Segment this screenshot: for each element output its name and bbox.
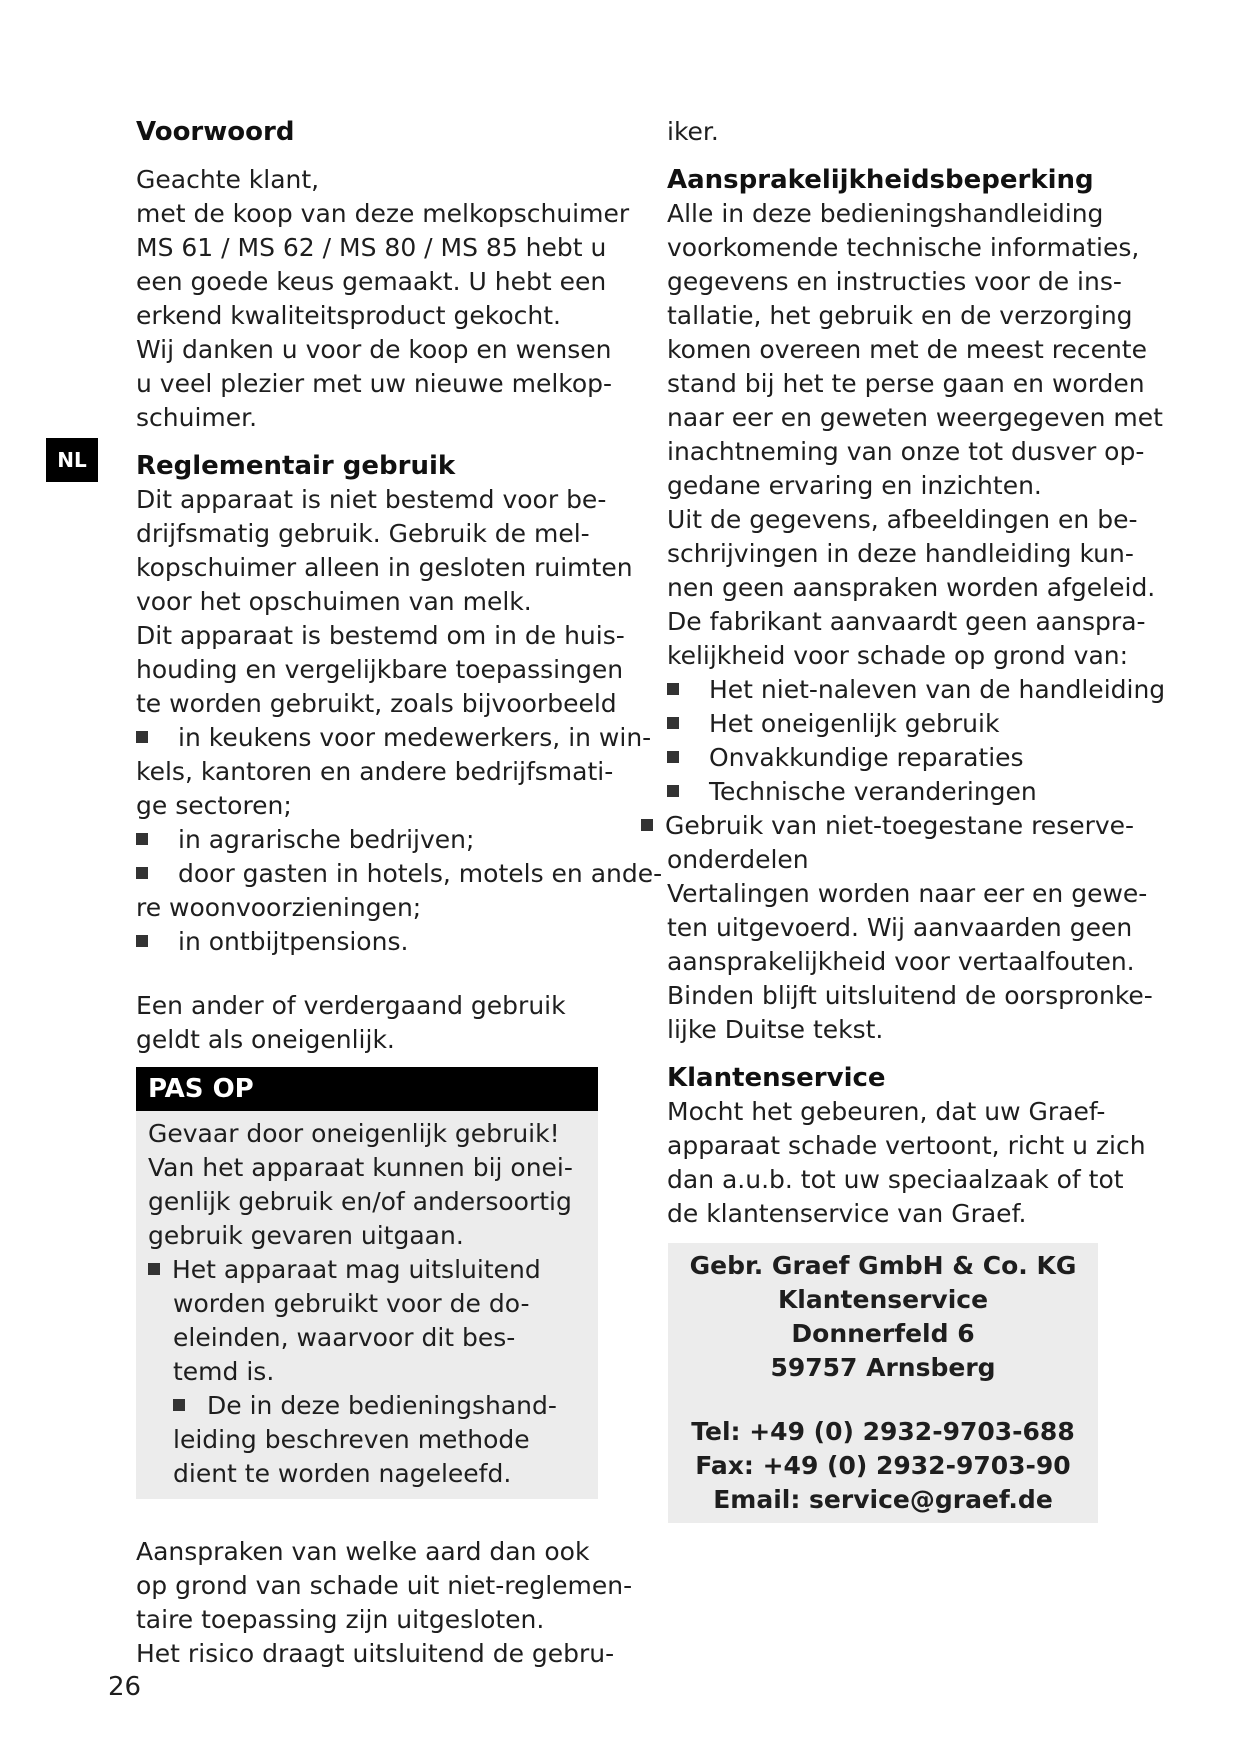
text-line: Mocht het gebeuren, dat uw Graef- (667, 1097, 1106, 1126)
text-line: drijfsmatig gebruik. Gebruik de mel- (136, 519, 590, 548)
company-name: Gebr. Graef GmbH & Co. KG (689, 1251, 1077, 1280)
square-bullet-icon (667, 717, 679, 729)
foreword-heading: Voorwoord (136, 117, 295, 147)
text-line: gedane ervaring en inzichten. (667, 471, 1042, 500)
service-text (667, 1095, 1152, 1231)
text-line: Wij danken u voor de koop en wensen (136, 335, 612, 364)
foreword-text (136, 163, 636, 435)
text-line: de klantenservice van Graef. (667, 1199, 1027, 1228)
list-item: in ontbijtpensions. (136, 925, 636, 959)
fax: Fax: +49 (0) 2932-9703-90 (695, 1451, 1071, 1480)
square-bullet-icon (667, 785, 679, 797)
list-item: Gebruik van niet-toegestane reserve- (641, 809, 1152, 843)
text-line: Het risico draagt uitsluitend de gebru- (136, 1639, 615, 1668)
square-bullet-icon (667, 751, 679, 763)
text-line: Vertalingen worden naar eer en gewe- (667, 879, 1148, 908)
square-bullet-icon (136, 935, 148, 947)
list-item-continuation: leiding beschreven methode (173, 1425, 530, 1454)
list-item-continuation: worden gebruikt voor de do- (173, 1289, 530, 1318)
usage-bullet-list (136, 721, 663, 959)
text-line: Gevaar door oneigenlijk gebruik! (148, 1119, 560, 1148)
usage-text (136, 483, 636, 721)
text-line: tallatie, het gebruik en de verzorging (667, 301, 1133, 330)
text-line: iker. (667, 117, 719, 146)
text-line: kopschuimer alleen in gesloten ruimten (136, 553, 633, 582)
square-bullet-icon (667, 683, 679, 695)
text-line: erkend kwaliteitsproduct gekocht. (136, 301, 561, 330)
text-line: Alle in deze bedieningshandleiding (667, 199, 1104, 228)
text-line: Aanspraken van welke aard dan ook (136, 1537, 590, 1566)
service-heading: Klantenservice (667, 1063, 886, 1093)
text-line: Binden blijft uitsluitend de oorspronke- (667, 981, 1153, 1010)
list-item-continuation: eleinden, waarvoor dit bes- (173, 1323, 516, 1352)
text-line: komen overeen met de meest recente (667, 335, 1147, 364)
service-address-box (668, 1243, 1098, 1523)
liability-text (667, 197, 1163, 673)
list-item: in keukens voor medewerkers, in win- (136, 721, 636, 755)
text-line: houding en vergelijkbare toepassingen (136, 655, 624, 684)
square-bullet-icon (136, 867, 148, 879)
list-item: door gasten in hotels, motels en ande- (136, 857, 636, 891)
page-number: 26 (108, 1672, 142, 1702)
square-bullet-icon (173, 1399, 185, 1411)
text-line: taire toepassing zijn uitgesloten. (136, 1605, 545, 1634)
list-item: Het oneigenlijk gebruik (667, 707, 1152, 741)
list-item-continuation: dient te worden nageleefd. (173, 1459, 512, 1488)
list-item: in agrarische bedrijven; (136, 823, 636, 857)
text-line: dan a.u.b. tot uw speciaalzaak of tot (667, 1165, 1124, 1194)
city: 59757 Arnsberg (770, 1353, 996, 1382)
list-item-continuation: temd is. (173, 1357, 275, 1386)
language-tab: NL (46, 438, 98, 482)
text-line: Een ander of verdergaand gebruik (136, 991, 566, 1020)
text-line: genlijk gebruik en/of andersoortig (148, 1187, 572, 1216)
usage-heading: Reglementair gebruik (136, 451, 456, 481)
text-line: voorkomende technische informaties, (667, 233, 1140, 262)
text-line: met de koop van deze melkopschuimer (136, 199, 630, 228)
warning-title: PAS OP (136, 1067, 598, 1111)
claims-text (136, 1535, 636, 1671)
text-line: ten uitgevoerd. Wij aanvaarden geen (667, 913, 1133, 942)
text-line: lijke Duitse tekst. (667, 1015, 884, 1044)
text-line: inachtneming van onze tot dusver op- (667, 437, 1145, 466)
list-item: Het apparaat mag uitsluitend (148, 1253, 586, 1287)
list-item-continuation: ge sectoren; (136, 791, 292, 820)
text-line: schrijvingen in deze handleiding kun- (667, 539, 1134, 568)
text-line: gegevens en instructies voor de ins- (667, 267, 1122, 296)
text-line: apparaat schade vertoont, richt u zich (667, 1131, 1146, 1160)
list-item: Onvakkundige reparaties (667, 741, 1152, 775)
list-item: Het niet-naleven van de handleiding (667, 673, 1152, 707)
text-line: Dit apparaat is bestemd om in de huis- (136, 621, 625, 650)
list-item-continuation: onderdelen (667, 845, 809, 874)
street: Donnerfeld 6 (791, 1319, 975, 1348)
square-bullet-icon (136, 731, 148, 743)
email: Email: service@graef.de (713, 1485, 1053, 1514)
text-line: te worden gebruikt, zoals bijvoorbeeld (136, 689, 617, 718)
list-item: Technische veranderingen (667, 775, 1152, 809)
text-line: MS 61 / MS 62 / MS 80 / MS 85 hebt u (136, 233, 607, 262)
phone: Tel: +49 (0) 2932-9703-688 (691, 1417, 1075, 1446)
liability-bullet-list (665, 673, 1166, 877)
square-bullet-icon (136, 833, 148, 845)
text-line: stand bij het te perse gaan en worden (667, 369, 1145, 398)
text-line: Dit apparaat is niet bestemd voor be- (136, 485, 607, 514)
text-line: op grond van schade uit niet-reglemen- (136, 1571, 633, 1600)
department: Klantenservice (777, 1285, 989, 1314)
text-line: De fabrikant aanvaardt geen aanspra- (667, 607, 1146, 636)
translation-text (667, 877, 1152, 1047)
text-line: aansprakelijkheid voor vertaalfouten. (667, 947, 1135, 976)
left-column (136, 115, 663, 1671)
text-line: gebruik gevaren uitgaan. (148, 1221, 464, 1250)
list-item-continuation: kels, kantoren en andere bedrijfsmati- (136, 757, 614, 786)
text-line: een goede keus gemaakt. U hebt een (136, 267, 607, 296)
text-line: kelijkheid voor schade op grond van: (667, 641, 1129, 670)
list-item: De in deze bedieningshand- (148, 1389, 586, 1423)
square-bullet-icon (641, 819, 653, 831)
list-item-continuation: re woonvoorzieningen; (136, 893, 422, 922)
text-line: Geachte klant, (136, 165, 320, 194)
text-line: schuimer. (136, 403, 258, 432)
text-line: nen geen aanspraken worden afgeleid. (667, 573, 1156, 602)
warning-box (136, 1067, 598, 1499)
square-bullet-icon (148, 1263, 160, 1275)
text-line: voor het opschuimen van melk. (136, 587, 532, 616)
text-line: u veel plezier met uw nieuwe melkop- (136, 369, 613, 398)
right-column (665, 115, 1166, 1523)
text-line: Van het apparaat kunnen bij onei- (148, 1153, 573, 1182)
warning-body (136, 1111, 598, 1499)
text-line: geldt als oneigenlijk. (136, 1025, 395, 1054)
liability-heading: Aansprakelijkheidsbeperking (667, 165, 1094, 195)
text-line: Uit de gegevens, afbeeldingen en be- (667, 505, 1138, 534)
text-line: naar eer en geweten weergegeven met (667, 403, 1163, 432)
